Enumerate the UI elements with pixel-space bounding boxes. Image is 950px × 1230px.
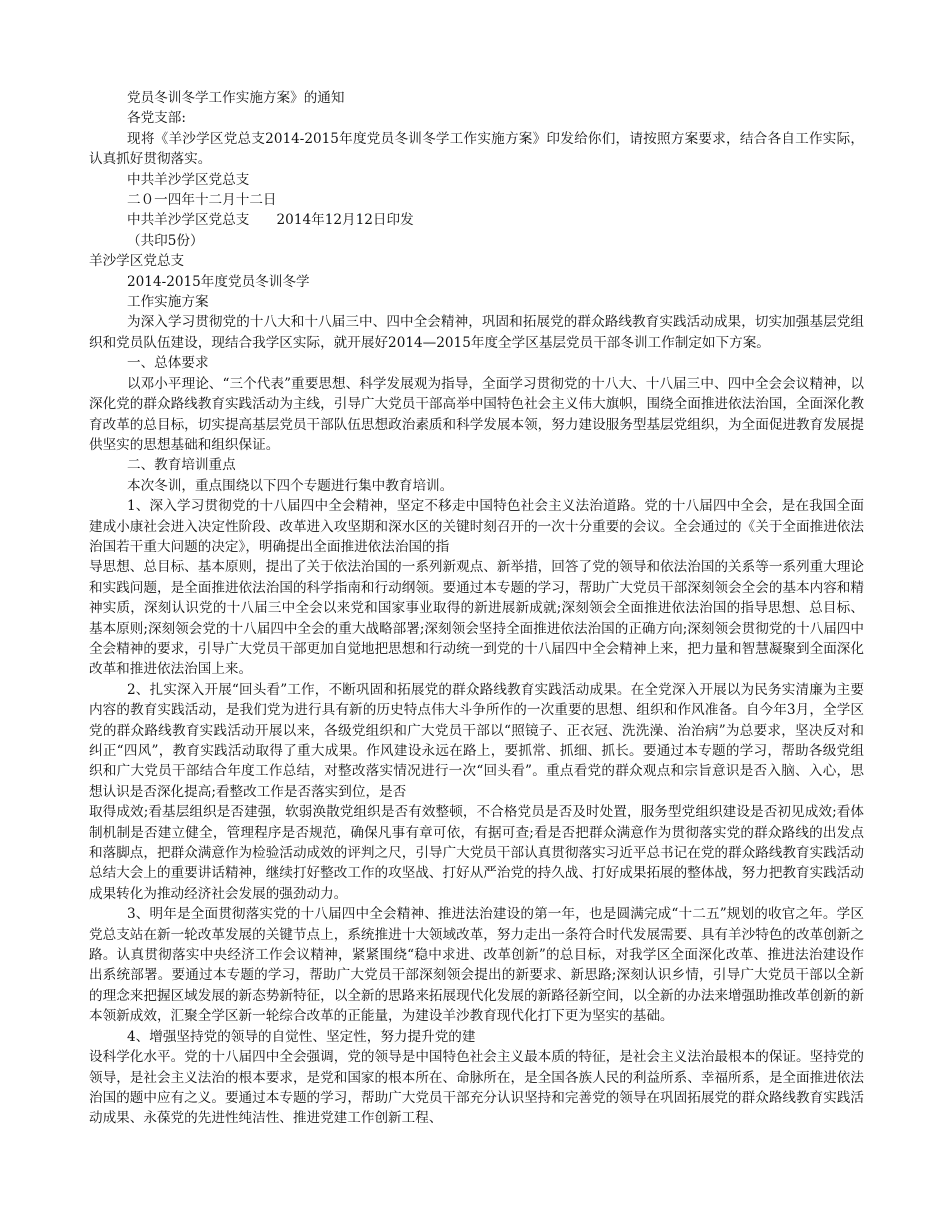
paragraph: 二、教育培训重点 <box>127 457 236 474</box>
paragraph: 二０一四年十二月十二日 <box>127 192 277 209</box>
paragraph: 各党支部: <box>127 110 186 127</box>
paragraph: 导思想、总目标、基本原则，提出了关于依法治国的一系列新观点、新举措，回答了党的领导和依法治国的关系等一系列重大理论和实践问题，是全面推进依法治国的科学指南和行动纲领。要通过本专题的学习，帮助广大党员干部深刻领会全会的基本内容和精神实质，深刻认识党的十八届三中全会以来党和国家事业取得的新进展新成就;深刻领会全面推进依法治国的指导思想、总目标、基本原则;深刻领会党的十八届四中全会的重大战略部署;深刻领会坚持全面推进依法治国的正确方向;深刻领会贯彻党的十八届四中全会精神的要求，引导广大党员干部更加自觉地把思想和行动统一到党的十八届四中全会精神上来，把力量和智慧凝聚到全面深化改革和推进依法治国上来。 <box>89 559 864 678</box>
paragraph: 工作实施方案 <box>127 294 209 311</box>
paragraph: 现将《羊沙学区党总支2014-2015年度党员冬训冬学工作实施方案》印发给你们，请按照方案要求，结合各自工作实际，认真抓好贯彻落实。 <box>89 130 864 168</box>
paragraph: 以邓小平理论、“三个代表”重要思想、科学发展观为指导，全面学习贯彻党的十八大、十八届三中、四中全会会议精神，以深化党的群众路线教育实践活动为主线，引导广大党员干部高举中国特色社会主义伟大旗帜，围绕全面推进依法治国，全面深化教育改革的总目标，切实提高基层党员干部队伍思想政治素质和科学发展本领，努力建设服务型基层党组织，为全面促进教育发展提供坚实的思想基础和组织保证。 <box>89 375 864 453</box>
paragraph: 4、增强坚持党的领导的自觉性、坚定性，努力提升党的建 <box>127 1028 476 1045</box>
paragraph: 中共羊沙学区党总支 2014年12月12日印发 <box>127 212 414 229</box>
paragraph: 1、深入学习贯彻党的十八届四中全会精神，坚定不移走中国特色社会主义法治道路。党的十八届四中全会，是在我国全面建成小康社会进入决定性阶段、改革进入攻坚期和深水区的关键时刻召开的一次十分重要的会议。全会通过的《关于全面推进依法治国若干重大问题的决定》，明确提出全面推进依法治国的指 <box>89 498 864 555</box>
paragraph: 2014-2015年度党员冬训冬学 <box>127 273 310 290</box>
paragraph: 党员冬训冬学工作实施方案》的通知 <box>127 90 345 106</box>
paragraph: 为深入学习贯彻党的十八大和十八届三中、四中全会精神，巩固和拓展党的群众路线教育实践活动成果，切实加强基层党组织和党员队伍建设，现结合我学区实际，就开展好2014—2015年度全学区基层党员干部冬训工作制定如下方案。 <box>89 314 864 351</box>
paragraph: 中共羊沙学区党总支 <box>127 171 250 188</box>
paragraph: 本次冬训，重点围绕以下四个专题进行集中教育培训。 <box>127 477 454 494</box>
document-body <box>89 88 864 1129</box>
paragraph: 一、总体要求 <box>127 355 209 372</box>
paragraph: 取得成效;看基层组织是否建强，软弱涣散党组织是否有效整顿，不合格党员是否及时处置，服务型党组织建设是否初见成效;看体制机制是否建立健全，管理程序是否规范，确保凡事有章可依，有据可查;看是否把群众满意作为贯彻落实党的群众路线的出发点和落脚点，把群众满意作为检验活动成效的评判之尺，引导广大党员干部认真贯彻落实习近平总书记在党的群众路线教育实践活动总结大会上的重要讲话精神，继续打好整改工作的攻坚战、打好从严治党的持久战、打好成果拓展的整体战，努力把教育实践活动成果转化为推动经济社会发展的强劲动力。 <box>89 804 864 902</box>
paragraph: 3、明年是全面贯彻落实党的十八届四中全会精神、推进法治建设的第一年，也是圆满完成“十二五”规划的收官之年。学区党总支站在新一轮改革发展的关键节点上，系统推进十大领域改革，努力走出一条符合时代发展需要、具有羊沙特色的改革创新之路。认真贯彻落实中央经济工作会议精神，紧紧围绕“稳中求进、改革创新”的总目标，对我学区全面深化改革、推进法治建设作出系统部署。要通过本专题的学习，帮助广大党员干部深刻领会提出的新要求、新思路;深刻认识乡情，引导广大党员干部以全新的理念来把握区域发展的新态势新特征，以全新的思路来拓展现代化发展的新路径新空间，以全新的办法来增强助推改革创新的新本领新成效，汇聚全学区新一轮综合改革的正能量，为建设羊沙教育现代化打下更为坚实的基础。 <box>89 906 864 1025</box>
paragraph: 羊沙学区党总支 <box>89 253 185 270</box>
paragraph: （共印5份） <box>127 232 204 249</box>
paragraph: 设科学化水平。党的十八届四中全会强调，党的领导是中国特色社会主义最本质的特征，是社会主义法治最根本的保证。坚持党的领导，是社会主义法治的根本要求，是党和国家的根本所在、命脉所在，是全国各族人民的利益所系、幸福所系，是全面推进依法治国的题中应有之义。要通过本专题的学习，帮助广大党员干部充分认识坚持和完善党的领导在巩固拓展党的群众路线教育实践活动成果、永葆党的先进性纯洁性、推进党建工作创新工程、 <box>89 1049 864 1127</box>
paragraph: 2、扎实深入开展“回头看”工作，不断巩固和拓展党的群众路线教育实践活动成果。在全党深入开展以为民务实清廉为主要内容的教育实践活动，是我们党为进行具有新的历史特点伟大斗争所作的一次重要的思想、组织和作风准备。自今年3月，全学区党的群众路线教育实践活动开展以来，各级党组织和广大党员干部以“照镜子、正衣冠、洗洗澡、治治病”为总要求，坚决反对和纠正“四风”，教育实践活动取得了重大成果。作风建设永远在路上，要抓常、抓细、抓长。要通过本专题的学习，帮助各级党组织和广大党员干部结合年度工作总结，对整改落实情况进行一次“回头看”。重点看党的群众观点和宗旨意识是否入脑、入心，思想认识是否深化提高;看整改工作是否落实到位，是否 <box>89 681 864 800</box>
